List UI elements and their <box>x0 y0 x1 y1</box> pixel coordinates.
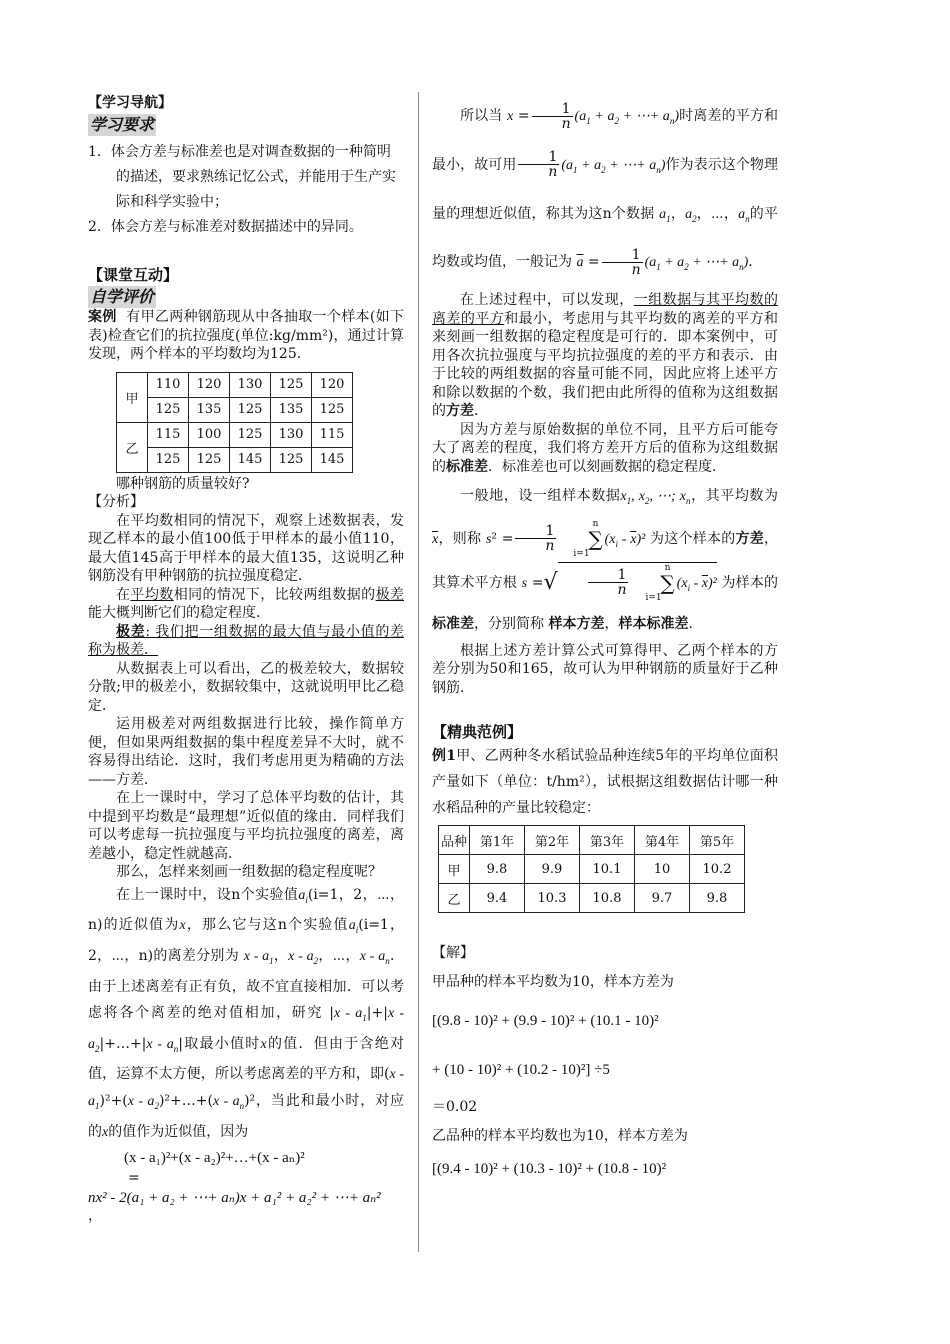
paragraph: 运用极差对两组数据进行比较，操作简单方便，但如果两组数据的集中程度差异不大时，就不容易得出结论．这时，我们考虑用更为精确的方法——方差． <box>88 716 404 788</box>
solution-text: 甲品种的样本平均数为10，样本方差为 <box>432 974 674 991</box>
question: 哪种钢筋的质量较好? <box>116 475 250 492</box>
paragraph: 那么，怎样来刻画一组数据的稳定程度呢？ <box>116 864 382 880</box>
nav-heading: 【学习导航】 <box>88 95 172 111</box>
steel-table <box>116 372 353 473</box>
requirements-heading: 学习要求 <box>90 115 155 134</box>
equation-comma: ， <box>88 1208 102 1225</box>
right-column <box>432 94 778 1184</box>
paragraph: 在上一课时中，学习了总体平均数的估计，其中提到平均数是“最理想”近似值的缘由．同样我们可以考虑每一抗拉强度与平均抗拉强度的离差，离差越小，稳定性就越高． <box>88 790 404 862</box>
paragraph: 在上一课时中，设n个实验值$a_i(i=1$，2，⋯，n)的近似值为x，那么它与这n个实验值$a_i(i=1$，2，⋯，n)的离差分别为 x - $a_1$，x - $a_2$，⋯，x - $a_n$．由于上述离差有正有负，故不宜直接相加．可以考虑将各个离差的绝对值相加，研究 $|x - a_1|+|x$ - $a_2|+\dots+|x - a_n|$取最小值时x的值．但由于含绝对值，运算不太方便，所以考虑离差的平方和，即$(x - a_1)^2+(x$ - $a_2)^2+\dots+(x - a_n)^2$，当此和最小时，对应的x的值作为近似值，因为 <box>88 886 405 1141</box>
paragraph: 在平均数相同的情况下，观察上述数据表，发现乙样本的最小值100低于甲样本的最小值110，最大值145高于甲样本的最大值135，这说明乙种钢筋没有甲种钢筋的抗拉强度稳定． <box>88 512 404 584</box>
table-row: 125 125 145 125 145 <box>117 447 353 472</box>
paragraph: 从数据表上可以看出，乙的极差较大，数据较分散;甲的极差小，数据较集中，这就说明甲比乙稳定． <box>88 660 404 714</box>
class-heading: 【课堂互动】 <box>88 266 179 284</box>
analysis-label: 【分析】 <box>88 494 144 510</box>
list-item: 2．体会方差与标准差对数据描述中的异同。 <box>88 219 363 235</box>
equation-equals: = <box>128 1170 140 1187</box>
table-row: 甲 110 120 130 125 120 <box>117 372 353 397</box>
equation: [(9.4 - 10)² + (10.3 - 10)² + (10.8 - 10)² <box>432 1161 667 1178</box>
variance-definition: 一般地，设一组样本数据$x_1$, $x_2$, ⋯; $x_n$，其平均数为$\overline{x}$，则称 s² = $\frac{1}{n}$ n ∑ $i=1(x_i - \overline{x})^2$ 为这个样本的方差，其算术平方根 s =√ $\frac{1}{n}$ n ∑ $i=1(x_i - \overline{x})^2$ 为样本的标准差，分别简称 样本方差，样本标准差． <box>432 488 779 632</box>
left-column <box>88 92 405 1225</box>
solution-text: 乙品种的样本平均数也为10，样本方差为 <box>432 1128 688 1145</box>
list-item: 1．体会方差与标准差也是对调查数据的一种简明的描述，要求熟练记忆公式，并能用于生产实际和科学实验中； <box>88 144 396 210</box>
paragraph: 在平均数相同的情况下，比较两组数据的极差能大概判断它们的稳定程度． <box>88 586 405 621</box>
rice-table <box>438 825 745 913</box>
equation: [(9.8 - 10)² + (9.9 - 10)² + (10.1 - 10)² <box>432 1013 659 1030</box>
table-row: 品种 第1年 第2年 第3年 第4年 第5年 <box>439 826 745 855</box>
case-paragraph: 案例 有甲乙两种钢筋现从中各抽取一个样本(如下表)检查它们的抗拉强度(单位:kg/mm²)，通过计算发现，两个样本的平均数均为125． <box>88 309 405 362</box>
paragraph: 在上述过程中，可以发现，一组数据与其平均数的离差的平方和最小，考虑用与其平均数的离差的平方和来刻画一组数据的稳定程度是可行的．即本案例中，可用各次抗拉强度与平均抗拉强度的差的平方和表示．由于比较的两组数据的容量可能不同，因此应将上述平方和除以数据的个数，我们把由此所得的值称为这组数据的方差． <box>432 292 779 420</box>
example-text: 例1甲、乙两种冬水稻试验品种连续5年的平均单位面积产量如下（单位：t/hm²），试根据这组数据估计哪一种水稻品种的产量比较稳定： <box>432 748 778 817</box>
equation: (x - a₁)²+(x - a₂)²+…+(x - aₙ)² <box>124 1150 305 1167</box>
table-row: 甲 9.8 9.9 10.1 10 10.2 <box>439 855 745 884</box>
paragraph: 根据上述方差计算公式可算得甲、乙两个样本的方差分别为50和165，故可认为甲种钢筋的质量好于乙种钢筋． <box>432 642 778 696</box>
equation: + (10 - 10)² + (10.2 - 10)²] ÷5 <box>432 1062 610 1079</box>
range-definition: 极差: 我们把一组数据的最大值与最小值的差称为极差． <box>88 623 405 658</box>
paragraph: 所以当 x = $\frac{1}{n}$ ($a_1 + a_2$ + ⋯+ $a_n$)时离差的平方和最小，故可用 $\frac{1}{n}$ ($a_1 + a_2$ + ⋯+ $a_n$)作为表示这个物理量的理想近似值，称其为这n个数据 $a_1$，$a_2$，⋯，$a_n$的平均数或均值，一般记为 $\overline{a}$ = $\frac{1}{n}$ ($a_1 + a_2$ + ⋯+ $a_n$)． <box>432 100 779 278</box>
equation-expanded: nx² - 2(a₁ + a₂ + ⋯+ aₙ)x + a₁² + a₂² + ⋯+ aₙ² <box>88 1190 381 1207</box>
table-row: 乙 115 100 125 130 115 <box>117 422 353 447</box>
requirements-list <box>88 140 404 240</box>
solution-label: 【解】 <box>432 945 474 962</box>
column-divider <box>418 92 419 1252</box>
paragraph: 因为方差与原始数据的单位不同，且平方后可能夸大了离差的程度，我们将方差开方后的值称为这组数据的标准差．标准差也可以刻画数据的稳定程度． <box>432 421 778 475</box>
table-row: 125 135 125 135 125 <box>117 397 353 422</box>
table-row: 乙 9.4 10.3 10.8 9.7 9.8 <box>439 884 745 913</box>
example-heading: 【精典范例】 <box>432 723 523 742</box>
self-eval-heading: 自学评价 <box>90 287 155 306</box>
solution-result: ＝0.02 <box>432 1099 478 1116</box>
